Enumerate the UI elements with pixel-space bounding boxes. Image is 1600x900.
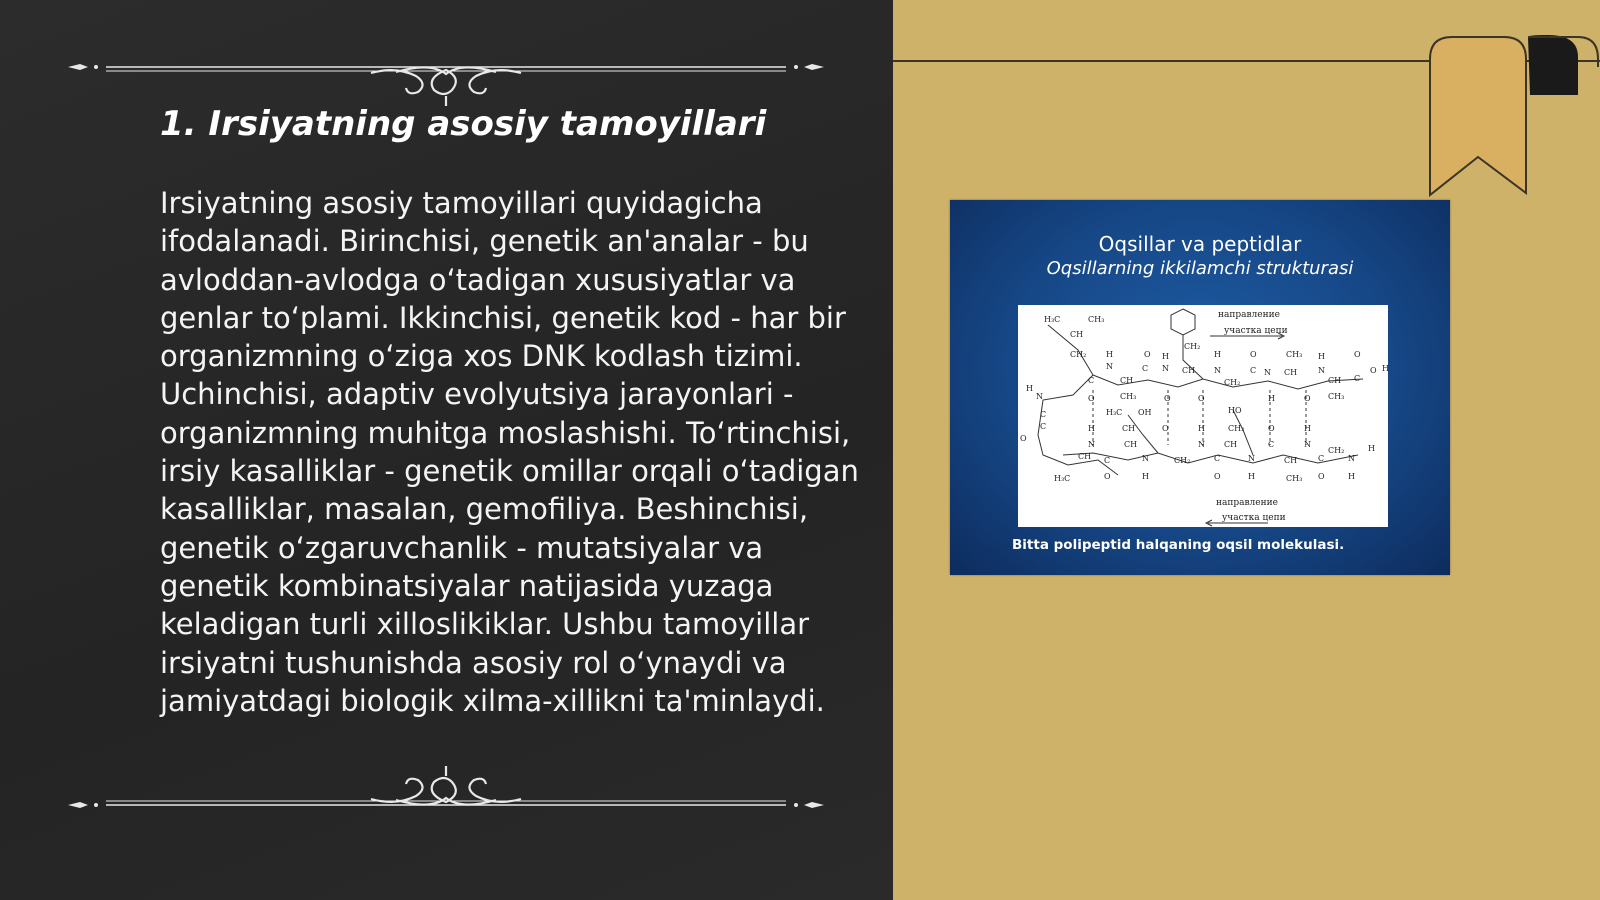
svg-text:H: H [1304, 424, 1311, 433]
svg-text:O: O [1104, 472, 1111, 481]
svg-text:CH₃: CH₃ [1328, 392, 1345, 401]
svg-text:H: H [1348, 472, 1355, 481]
svg-text:C: C [1354, 374, 1361, 383]
svg-text:H: H [1106, 350, 1113, 359]
svg-text:CH: CH [1328, 376, 1342, 385]
svg-text:H: H [1162, 352, 1169, 361]
svg-text:O: O [1304, 394, 1311, 403]
svg-text:H: H [1198, 424, 1205, 433]
svg-text:N: N [1106, 362, 1113, 371]
svg-text:H: H [1382, 364, 1389, 373]
svg-text:N: N [1348, 454, 1355, 463]
diagram-label-bottom-2: участка цепи [1222, 513, 1286, 523]
svg-text:CH₂: CH₂ [1228, 424, 1245, 433]
ornament-top [66, 40, 826, 100]
svg-text:CH₂: CH₂ [1070, 350, 1087, 359]
svg-text:N: N [1264, 368, 1271, 377]
svg-text:C: C [1040, 410, 1047, 419]
svg-text:CH: CH [1284, 456, 1298, 465]
svg-text:N: N [1162, 364, 1169, 373]
svg-text:N: N [1088, 440, 1095, 449]
svg-text:O: O [1162, 424, 1169, 433]
svg-text:CH₂: CH₂ [1328, 446, 1345, 455]
svg-text:C: C [1268, 440, 1275, 449]
svg-text:CH: CH [1120, 376, 1134, 385]
svg-text:O: O [1370, 366, 1377, 375]
svg-text:OH: OH [1138, 408, 1152, 417]
figure-subtitle: Oqsillarning ikkilamchi strukturasi [1046, 258, 1354, 279]
svg-text:CH₃: CH₃ [1088, 315, 1105, 324]
svg-text:O: O [1214, 472, 1221, 481]
svg-text:CH: CH [1224, 440, 1238, 449]
svg-text:O: O [1354, 350, 1361, 359]
svg-text:O: O [1250, 350, 1257, 359]
slide-body-text: Irsiyatning asosiy tamoyillari quyidagicha ifodalanadi. Birinchisi, genetik an'analar - bu avloddan-avlodga oʻtadigan xususiyatlar va genlar toʻplami. Ikkinchisi, genetik kod - har bir organizmning oʻziga xos DNK kodlash tizimi. Uchinchisi, adaptiv evolyutsiya jarayonlari - organizmning muhitga moslashishi. Toʻrtinchisi, irsiy kasalliklar - genetik omillar orqali oʻtadigan kasalliklar, masalan, gemofiliya. Beshinchisi, genetik oʻzgaruvchanlik - mutatsiyalar va genetik kombinatsiyalar natijasida yuzaga keladigan turli xilloslikiklar. Ushbu tamoyillar irsiyatni tushunishda asosiy rol oʻynaydi va jamiyatdagi biologik xilma-xillikni ta'minlaydi. [160, 186, 859, 718]
protein-structure-figure [950, 200, 1450, 575]
svg-text:N: N [1214, 366, 1221, 375]
svg-text:H: H [1088, 424, 1095, 433]
svg-text:H₃C: H₃C [1044, 315, 1061, 324]
svg-text:O: O [1268, 424, 1275, 433]
svg-text:C: C [1142, 364, 1149, 373]
ornament-bottom [66, 772, 826, 832]
diagram-label-bottom-1: направление [1216, 498, 1278, 508]
svg-text:O: O [1164, 394, 1171, 403]
svg-text:N: N [1318, 366, 1325, 375]
polypeptide-diagram [1018, 305, 1388, 527]
svg-text:CH: CH [1182, 366, 1196, 375]
svg-text:H: H [1318, 352, 1325, 361]
svg-text:CH₂: CH₂ [1184, 342, 1201, 351]
svg-text:C: C [1214, 454, 1221, 463]
svg-text:CH: CH [1122, 424, 1136, 433]
svg-text:N: N [1036, 392, 1043, 401]
bookmark-icon [1428, 35, 1600, 200]
svg-text:HO: HO [1228, 406, 1242, 415]
svg-text:O: O [1088, 394, 1095, 403]
svg-text:H₃C: H₃C [1054, 474, 1071, 483]
svg-text:H₃C: H₃C [1106, 408, 1123, 417]
svg-text:C: C [1104, 456, 1111, 465]
svg-text:H: H [1368, 444, 1375, 453]
svg-text:CH: CH [1070, 330, 1084, 339]
svg-text:CH: CH [1078, 452, 1092, 461]
svg-text:CH: CH [1124, 440, 1138, 449]
svg-text:CH₃: CH₃ [1286, 350, 1303, 359]
svg-text:C: C [1318, 454, 1325, 463]
svg-text:N: N [1304, 440, 1311, 449]
figure-title: Oqsillar va peptidlar [1098, 232, 1302, 256]
svg-text:O: O [1144, 350, 1151, 359]
diagram-label-top-1: направление [1218, 310, 1280, 320]
svg-text:H: H [1268, 394, 1275, 403]
svg-text:C: C [1088, 376, 1095, 385]
svg-text:H: H [1142, 472, 1149, 481]
svg-text:CH₂: CH₂ [1174, 456, 1191, 465]
svg-text:N: N [1248, 454, 1255, 463]
svg-text:O: O [1020, 434, 1027, 443]
svg-text:H: H [1026, 384, 1033, 393]
svg-text:CH₂: CH₂ [1224, 378, 1241, 387]
svg-text:CH: CH [1284, 368, 1298, 377]
svg-text:C: C [1250, 366, 1257, 375]
slide-title: 1. Irsiyatning asosiy tamoyillari [160, 104, 767, 144]
svg-text:N: N [1198, 440, 1205, 449]
svg-text:C: C [1040, 422, 1047, 431]
svg-text:N: N [1142, 454, 1149, 463]
svg-text:CH₃: CH₃ [1286, 474, 1303, 483]
svg-text:O: O [1198, 394, 1205, 403]
svg-text:O: O [1318, 472, 1325, 481]
figure-caption: Bitta polipeptid halqaning oqsil molekulasi. [1012, 537, 1345, 553]
svg-text:CH₃: CH₃ [1120, 392, 1137, 401]
svg-text:H: H [1214, 350, 1221, 359]
diagram-label-top-2: участка цепи [1224, 326, 1288, 336]
svg-text:H: H [1248, 472, 1255, 481]
